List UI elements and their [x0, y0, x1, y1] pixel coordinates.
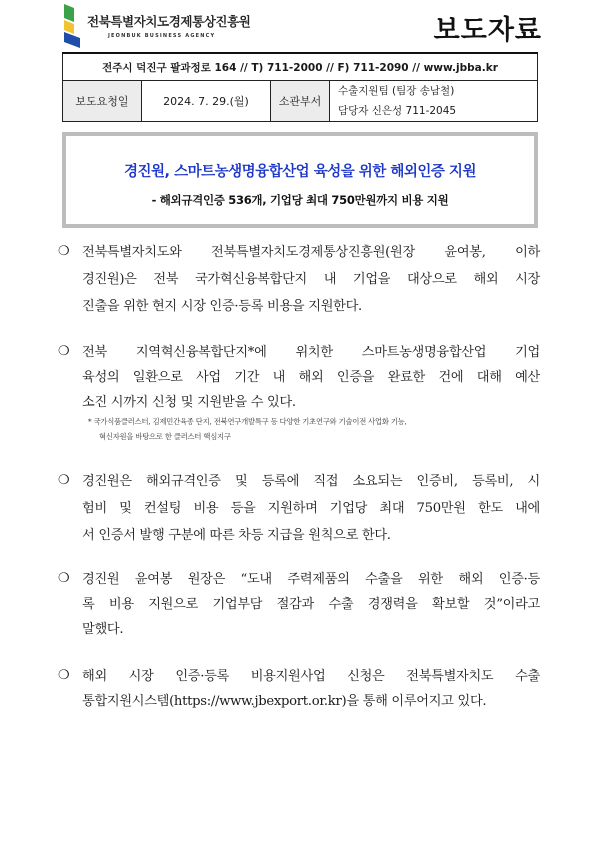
- paragraph-line: 전북 지역혁신융복합단지*에 위치한 스마트농생명융합산업 기업: [82, 345, 540, 360]
- department-label: 소관부서: [271, 81, 330, 122]
- paragraph-line: 육성의 일환으로 사업 기간 내 해외 인증을 완료한 건에 대해 예산: [82, 370, 540, 385]
- contact-row: [63, 53, 538, 81]
- paragraph-line: 소진 시까지 신청 및 지원받을 수 있다.: [82, 395, 296, 410]
- footnote-line: 혁신자원을 바탕으로 한 클러스터 핵심지구: [99, 432, 231, 441]
- hollow-circle-bullet-icon: ❍: [58, 668, 70, 683]
- paragraph-line: 서 인증서 발행 구분에 따른 차등 지급을 원칙으로 한다.: [82, 528, 391, 543]
- paragraph-line: 통합지원시스템(https://www.jbexport.or.kr)을 통해 이루어지고 있다.: [82, 694, 487, 709]
- document-type-title: 보도자료: [433, 15, 542, 46]
- department-contact: 담당자 신은성 711-2045: [338, 105, 457, 117]
- department-team: 수출지원팀 (팀장 송남철): [338, 85, 455, 97]
- paragraph-line: 전북특별자치도와 전북특별자치도경제통상진흥원(원장 윤여봉, 이하: [82, 245, 540, 260]
- headline: 경진원, 스마트농생명융합산업 육성을 위한 해외인증 지원: [124, 164, 476, 180]
- paragraph-line: 험비 및 컨설팅 비용 등을 지원하며 기업당 최대 750만원 한도 내에: [82, 501, 540, 516]
- paragraph-line: 경진원은 해외규격인증 및 등록에 직접 소요되는 인증비, 등록비, 시: [82, 474, 540, 489]
- info-table: [62, 52, 538, 122]
- paragraph-line: 진출을 위한 현지 시장 인증·등록 비용을 지원한다.: [82, 299, 362, 314]
- paragraph-line: 록 비용 지원으로 기업부담 절감과 수출 경쟁력을 확보할 것”이라고: [82, 597, 540, 612]
- release-date-label: 보도요청일: [63, 81, 142, 122]
- paragraph-line: 경진원 윤여봉 원장은 “도내 주력제품의 수출을 위한 해외 인증·등: [82, 572, 540, 587]
- hollow-circle-bullet-icon: ❍: [58, 344, 70, 359]
- release-info-row: [63, 81, 538, 122]
- paragraph-line: 경진원)은 전북 국가혁신융복합단지 내 기업을 대상으로 해외 시장: [82, 272, 540, 287]
- hollow-circle-bullet-icon: ❍: [58, 473, 70, 488]
- hollow-circle-bullet-icon: ❍: [58, 571, 70, 586]
- paragraph-line: 말했다.: [82, 622, 124, 637]
- document-header: [62, 4, 542, 52]
- org-name: 전북특별자치도경제통상진흥원: [87, 14, 251, 29]
- org-name-english: JEONBUK BUSINESS AGENCY: [108, 33, 216, 39]
- footnote-line: * 국가식품클러스터, 김제민간육종 단지, 전북연구개발특구 등 다양한 기초연구와 기술이전 사업화 기능,: [88, 417, 407, 426]
- headline-box: [62, 132, 538, 228]
- contact-info: 전주시 덕진구 팔과정로 164 // T) 711-2000 // F) 711-2090 // www.jbba.kr: [63, 53, 538, 81]
- release-date: 2024. 7. 29.(월): [142, 81, 271, 122]
- subheadline: - 해외규격인증 536개, 기업당 최대 750만원까지 비용 지원: [151, 193, 449, 207]
- hollow-circle-bullet-icon: ❍: [58, 244, 70, 259]
- agency-logo-icon: [62, 4, 82, 48]
- department-info: [330, 81, 538, 122]
- paragraph-line: 해외 시장 인증·등록 비용지원사업 신청은 전북특별자치도 수출: [82, 669, 540, 684]
